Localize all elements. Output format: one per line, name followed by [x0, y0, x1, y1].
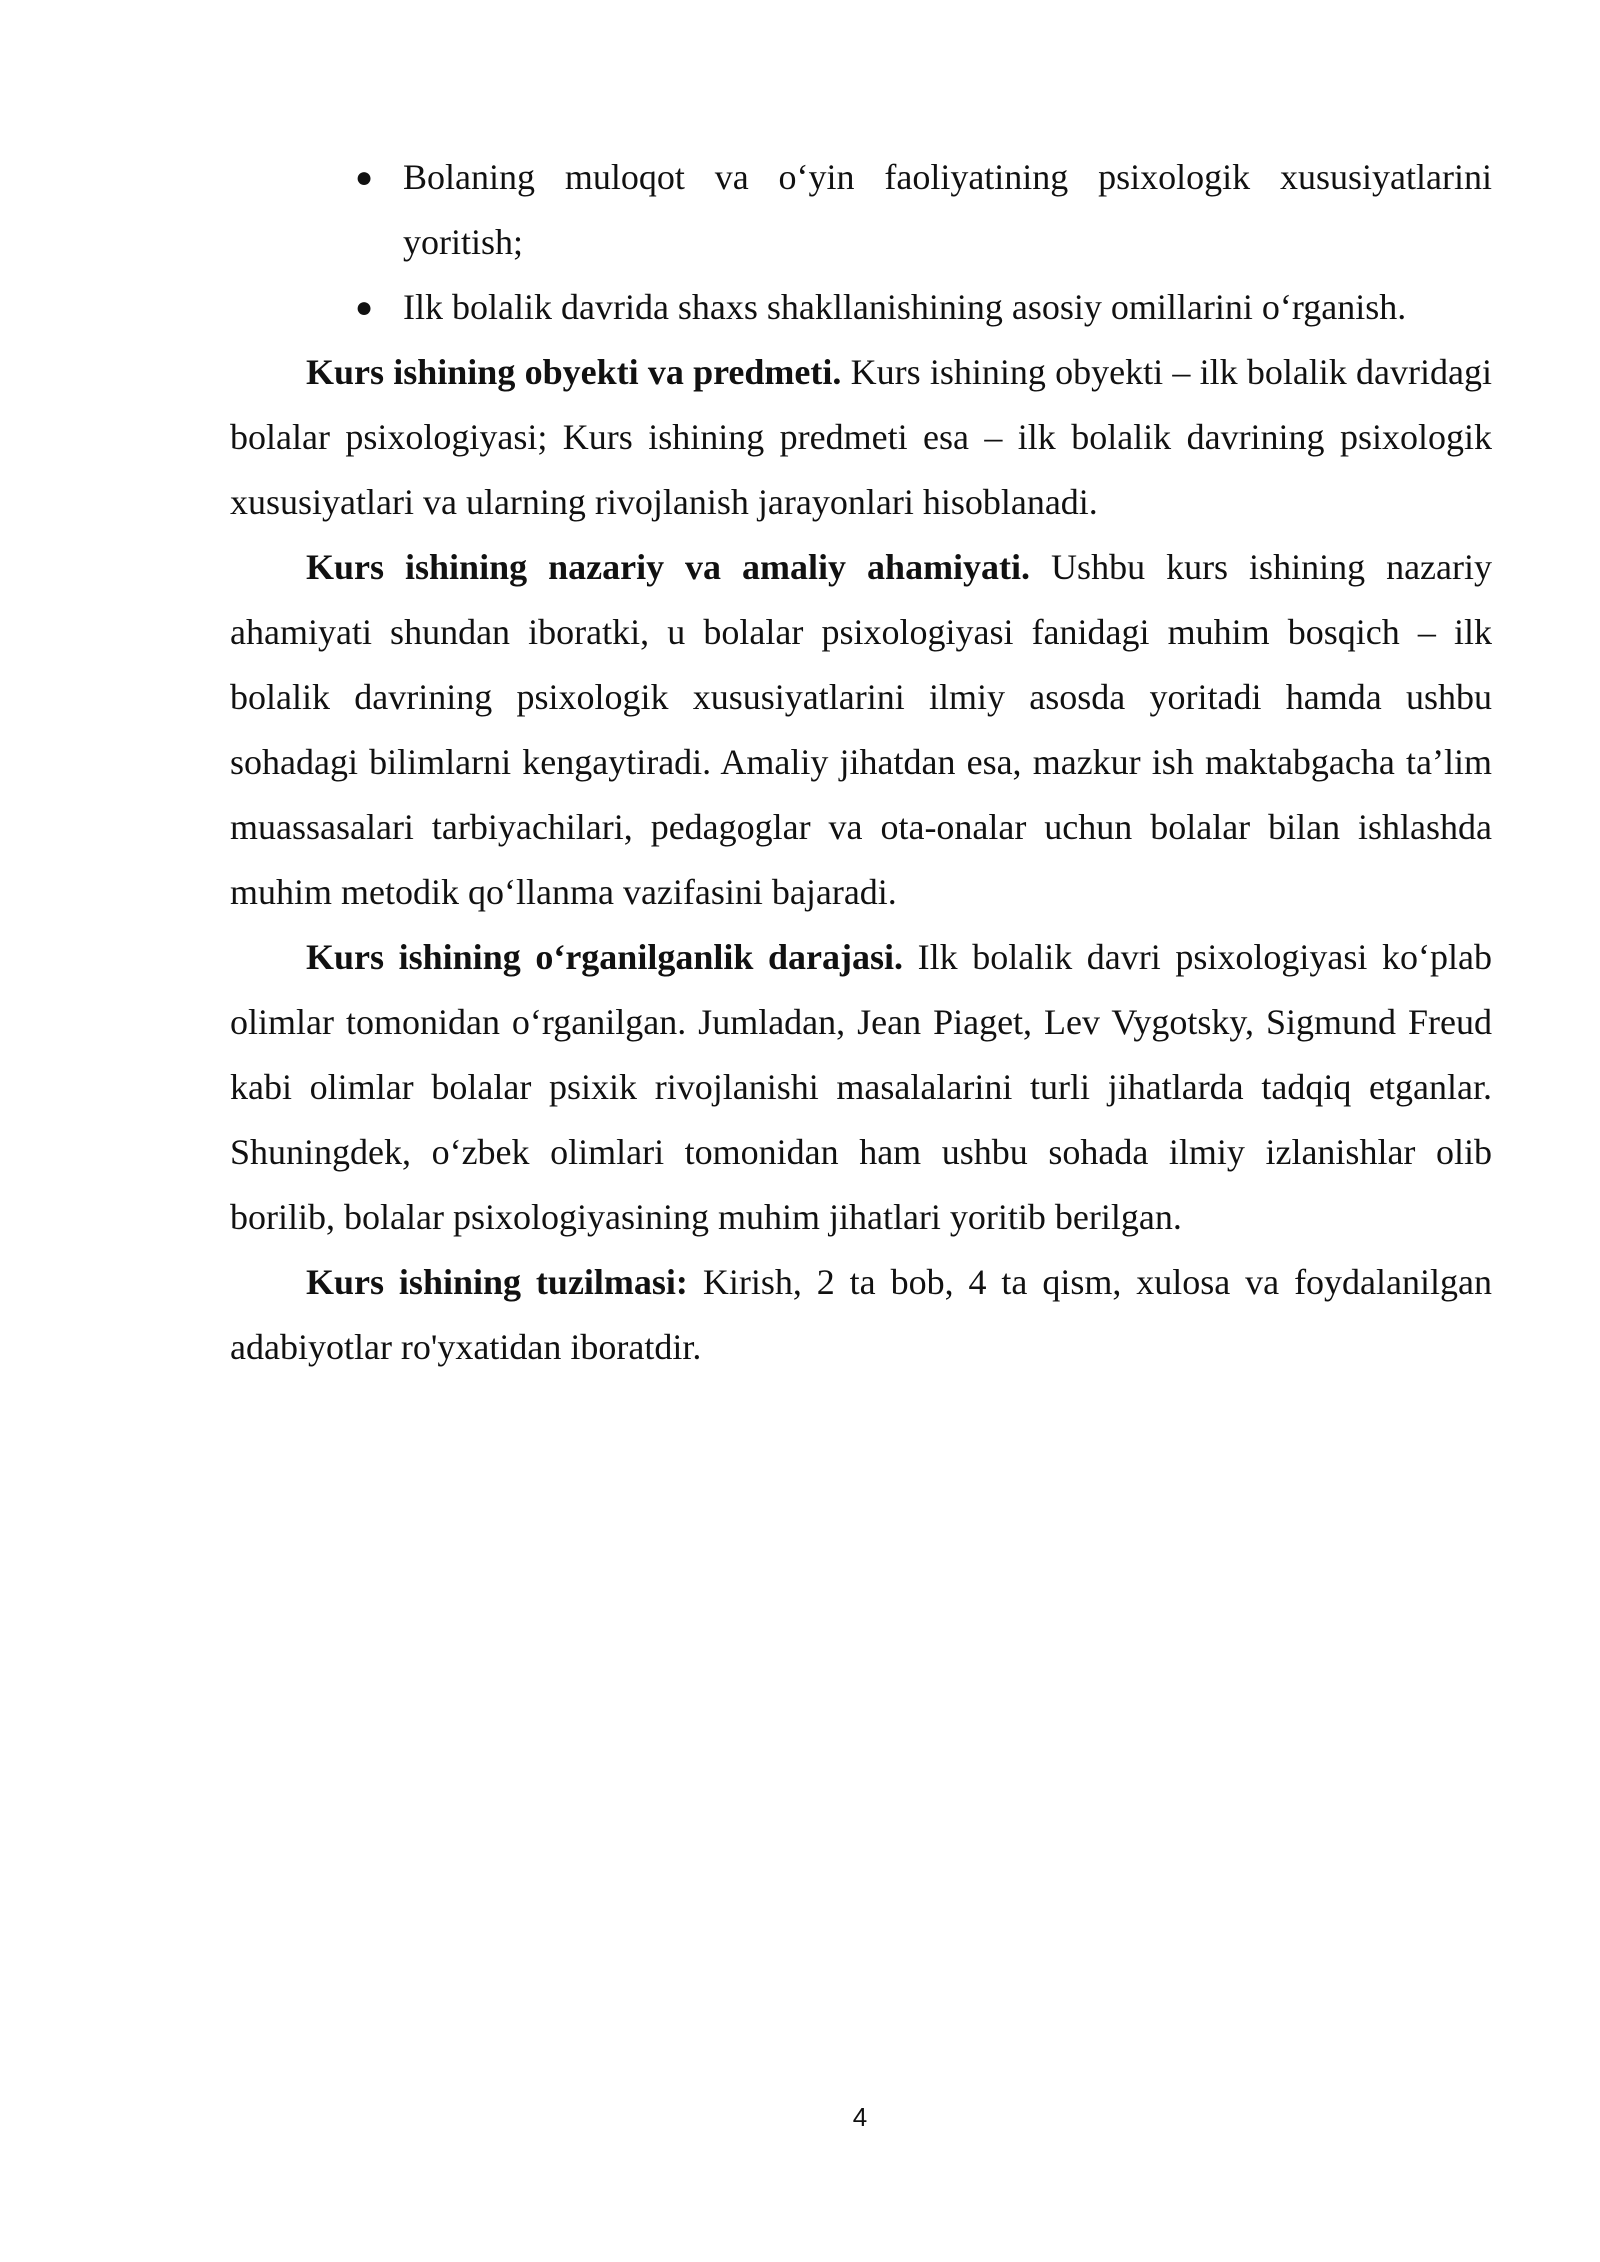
paragraph-structure — [230, 1250, 1492, 1380]
paragraph-heading: Kurs ishining tuzilmasi: — [306, 1262, 688, 1302]
page-number: 4 — [852, 2102, 868, 2132]
paragraph-heading: Kurs ishining o‘rganilganlik darajasi. — [306, 937, 903, 977]
bullet-item — [355, 145, 1492, 275]
paragraph-heading: Kurs ishining obyekti va predmeti. — [306, 352, 842, 392]
paragraph-significance — [230, 535, 1492, 925]
paragraph-body: Kurs ishining obyekti – ilk bolalik davridagi bolalar psixologiyasi; Kurs ishining predmeti esa – ilk bolalik davrining psixologik xususiyatlari va ularning rivojlanish jarayonlari hisoblanadi. — [230, 352, 1492, 522]
paragraph-object-subject — [230, 340, 1492, 535]
paragraph-body: Ilk bolalik davri psixologiyasi ko‘plab olimlar tomonidan o‘rganilgan. Jumladan, Jean Piaget, Lev Vygotsky, Sigmund Freud kabi olimlar bolalar psixik rivojlanishi masalalarini turli jihatlarda tadqiq etganlar. Shuningdek, o‘zbek olimlari tomonidan ham ushbu sohada ilmiy izlanishlar olib borilib, bolalar psixologiyasining muhim jihatlari yoritib berilgan. — [230, 937, 1492, 1237]
paragraph-body: Ushbu kurs ishining nazariy ahamiyati shundan iboratki, u bolalar psixologiyasi fanidagi muhim bosqich – ilk bolalik davrining psixologik xususiyatlarini ilmiy asosda yoritadi hamda ushbu sohadagi bilimlarni kengaytiradi. Amaliy jihatdan esa, mazkur ish maktabgacha ta’lim muassasalari tarbiyachilari, pedagoglar va ota-onalar uchun bolalar bilan ishlashda muhim metodik qo‘llanma vazifasini bajaradi. — [230, 547, 1492, 912]
paragraph-heading: Kurs ishining nazariy va amaliy ahamiyati. — [306, 547, 1031, 587]
paragraph-research-level — [230, 925, 1492, 1250]
bullet-item — [355, 275, 1492, 340]
bullet-list — [230, 145, 1492, 340]
page-content — [230, 145, 1492, 1380]
bullet-text: Ilk bolalik davrida shaxs shakllanishining asosiy omillarini o‘rganish. — [403, 287, 1407, 327]
paragraph-body: Kirish, 2 ta bob, 4 ta qism, xulosa va foydalanilgan adabiyotlar ro'yxatidan iboratdir. — [230, 1262, 1493, 1367]
bullet-icon: ● — [355, 161, 374, 194]
bullet-icon: ● — [355, 291, 374, 324]
bullet-text: Bolaning muloqot va o‘yin faoliyatining psixologik xususiyatlarini yoritish; — [403, 157, 1492, 262]
